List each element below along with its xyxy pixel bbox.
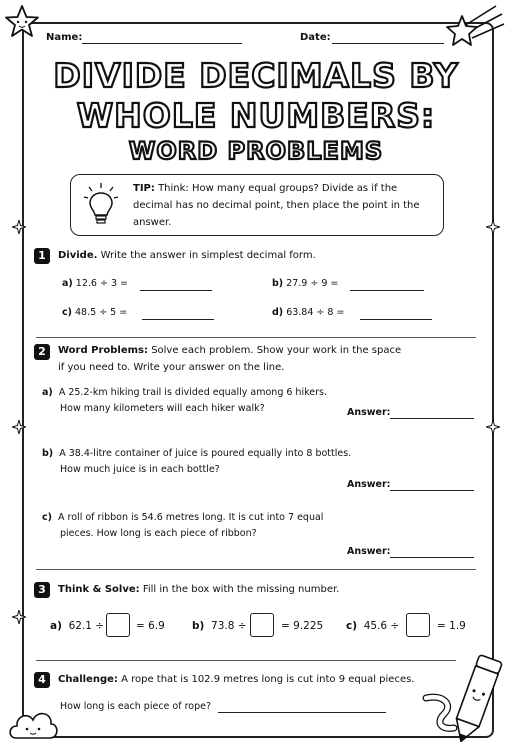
section4-header: Challenge: A rope that is 102.9 metres long is cut into 9 equal pieces. (58, 674, 415, 685)
problem-3a: a) 62.1 ÷ (50, 620, 105, 632)
answer-line-1a[interactable] (140, 290, 212, 291)
sparkle-icon (12, 220, 26, 234)
answer-label: Answer: (347, 546, 391, 557)
answer-line-2b[interactable] (390, 490, 474, 491)
missing-number-box-3c[interactable] (406, 613, 430, 637)
challenge-question: How long is each piece of rope? (60, 701, 212, 712)
page-title-line3: WORD PROBLEMS (128, 137, 384, 165)
name-label: Name: (46, 32, 83, 43)
tip-box (70, 174, 444, 236)
cloud-icon (6, 700, 60, 744)
section-divider (36, 660, 456, 661)
sparkle-icon (12, 610, 26, 624)
answer-line-2a[interactable] (390, 418, 474, 419)
star-icon (2, 2, 42, 42)
date-label: Date: (300, 32, 331, 43)
section2-header: Word Problems: Solve each problem. Show your work in the space if you need to. Write your answer on the line. (58, 345, 402, 373)
answer-line-1c[interactable] (142, 319, 214, 320)
missing-number-box-3a[interactable] (106, 613, 130, 637)
answer-line-4[interactable] (218, 712, 386, 713)
problem-3c-result: = 1.9 (437, 620, 466, 632)
missing-number-box-3b[interactable] (250, 613, 274, 637)
answer-line-2c[interactable] (390, 557, 474, 558)
section-number: 2 (34, 344, 50, 360)
problem-1b: b) 27.9 ÷ 9 = (272, 278, 339, 289)
section-number: 4 (34, 672, 50, 688)
problem-3b: b) 73.8 ÷ (192, 620, 247, 632)
sparkle-icon (486, 420, 500, 434)
answer-line-1b[interactable] (350, 290, 424, 291)
problem-2b: b) A 38.4-litre container of juice is poured equally into 8 bottles. How much juice is in each bottle? (42, 448, 352, 475)
page-title-line2: WHOLE NUMBERS: (76, 96, 436, 135)
name-field[interactable] (82, 43, 242, 44)
problem-3a-result: = 6.9 (136, 620, 165, 632)
tip-text: TIP: Think: How many equal groups? Divide as if the decimal has no decimal point, then place the point in the answer. (133, 183, 420, 228)
problem-1d: d) 63.84 ÷ 8 = (272, 307, 345, 318)
shooting-star-icon (444, 2, 508, 56)
problem-1c: c) 48.5 ÷ 5 = (62, 307, 128, 318)
problem-2a: a) A 25.2-km hiking trail is divided equally among 6 hikers. How many kilometers will each hiker walk? (42, 387, 327, 414)
section-divider (36, 337, 476, 338)
problem-1a: a) 12.6 ÷ 3 = (62, 278, 128, 289)
section1-header: Divide. Write the answer in simplest decimal form. (58, 250, 316, 261)
problem-3c: c) 45.6 ÷ (346, 620, 400, 632)
sparkle-icon (12, 420, 26, 434)
section-divider (36, 569, 476, 570)
answer-label: Answer: (347, 479, 391, 490)
problem-2c: c) A roll of ribbon is 54.6 metres long. It is cut into 7 equal pieces. How long is each piece of ribbon? (42, 512, 324, 539)
section3-header: Think & Solve: Fill in the box with the missing number. (58, 584, 340, 595)
page-title-line1: DIVIDE DECIMALS BY (53, 56, 459, 95)
section-number: 3 (34, 582, 50, 598)
lightbulb-icon (83, 181, 119, 229)
sparkle-icon (486, 220, 500, 234)
date-field[interactable] (332, 43, 444, 44)
answer-label: Answer: (347, 407, 391, 418)
section-number: 1 (34, 248, 50, 264)
answer-line-1d[interactable] (360, 319, 432, 320)
pencil-icon (446, 652, 506, 748)
problem-3b-result: = 9.225 (281, 620, 324, 632)
